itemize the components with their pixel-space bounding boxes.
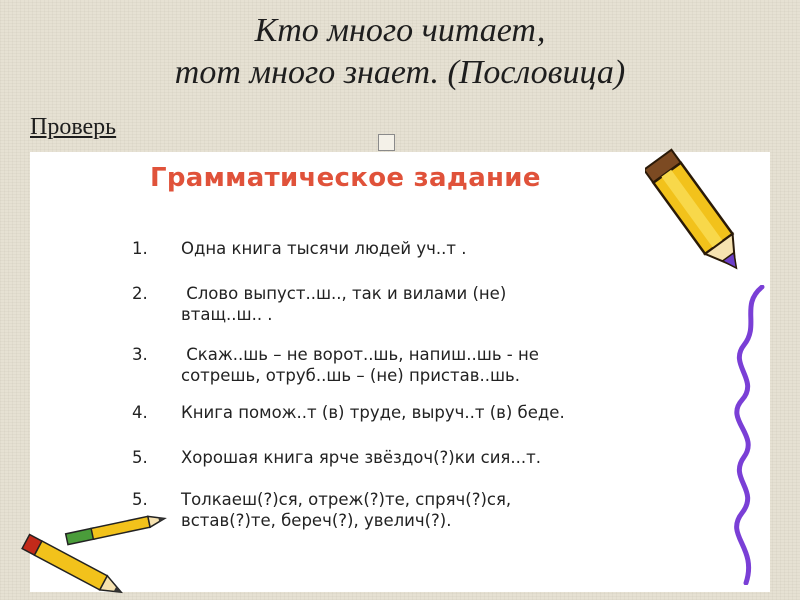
task-title: Грамматическое задание xyxy=(150,163,541,193)
item-text: Слово выпуст..ш.., так и вилами (не) втащ..ш.. . xyxy=(181,284,507,324)
title-line-1: Кто много читает, xyxy=(254,12,546,49)
pencil-icon xyxy=(0,505,175,600)
item-number: 5. xyxy=(132,490,148,509)
item-number: 2. xyxy=(132,284,148,303)
item-number: 3. xyxy=(132,345,148,364)
title-line-2: тот много знает. (Пословица) xyxy=(174,54,626,91)
item-number: 5. xyxy=(132,448,148,467)
page-title xyxy=(0,10,800,94)
pencil-icon xyxy=(645,148,760,288)
check-link[interactable]: Проверь xyxy=(30,114,117,140)
item-number: 4. xyxy=(132,403,148,422)
item-text: Одна книга тысячи людей уч..т . xyxy=(181,239,467,258)
item-text: Толкаеш(?)ся, отреж(?)те, спряч(?)ся, встав(?)те, береч(?), увелич(?). xyxy=(181,490,512,530)
missing-glyph-icon xyxy=(378,134,395,151)
wavy-line-decoration xyxy=(730,285,770,585)
item-text: Скаж..шь – не ворот..шь, напиш..шь - не сотрешь, отруб..шь – (не) пристав..шь. xyxy=(181,345,539,385)
item-text: Книга помож..т (в) труде, выруч..т (в) беде. xyxy=(181,403,565,422)
item-number: 1. xyxy=(132,239,148,258)
item-text: Хорошая книга ярче звёздоч(?)ки сия...т. xyxy=(181,448,541,467)
